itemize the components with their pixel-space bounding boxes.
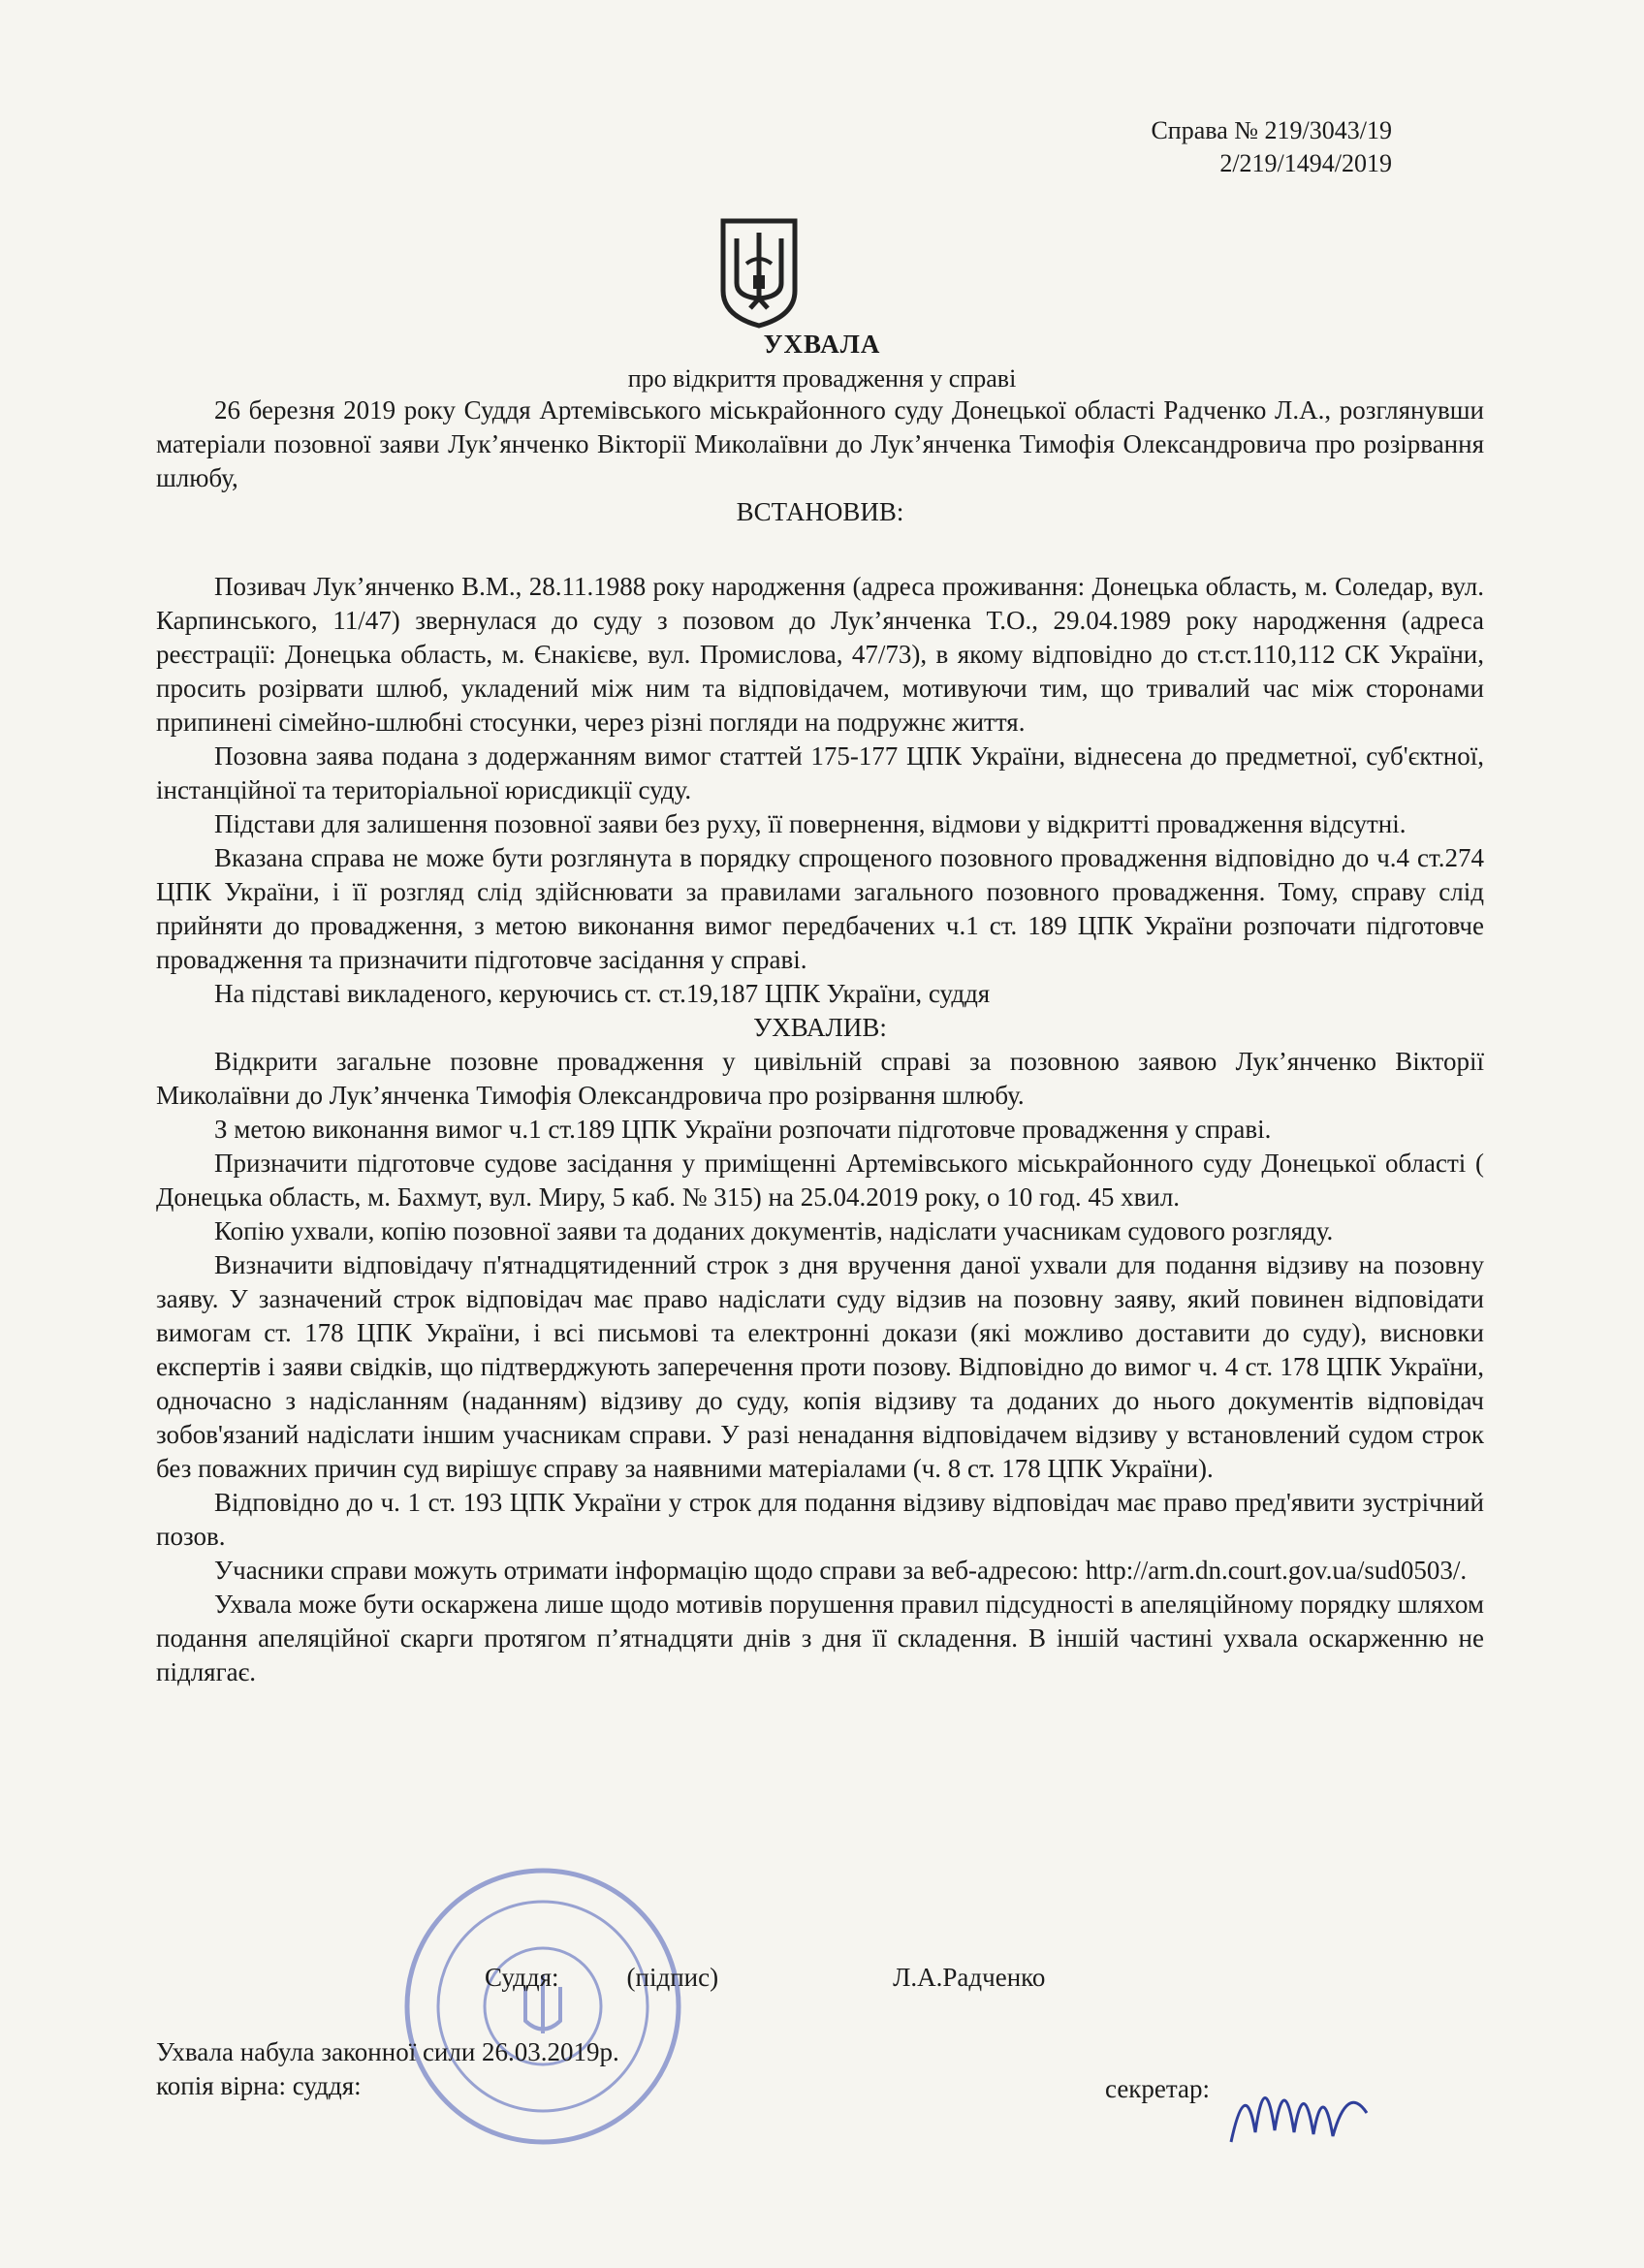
- case-number-primary: Справа № 219/3043/19: [1151, 116, 1392, 144]
- handwritten-signature-icon: [1221, 2055, 1376, 2161]
- secretary-label: секретар:: [1105, 2074, 1211, 2103]
- effective-date-line: Ухвала набула законної сили 26.03.2019р.: [156, 2037, 619, 2066]
- signature-row: [485, 1963, 1045, 1993]
- decided-paragraph: Відповідно до ч. 1 ст. 193 ЦПК України у строк для подання відзиву відповідач має право пред'явити зустрічний позов.: [156, 1488, 1484, 1551]
- case-number-block: [1151, 114, 1392, 180]
- judge-name: Л.А.Радченко: [893, 1963, 1046, 1992]
- decided-heading: УХВАЛИВ:: [753, 1013, 887, 1042]
- established-paragraph: Вказана справа не може бути розглянута в порядку спрощеного позовного провадження відповідно до ч.4 ст.274 ЦПК України, і її розгляд слід здійснювати за правилами загального позовного провадження. Тому, справу слід прийняти до провадження, з метою виконання вимог передбачених ч.1 ст. 189 ЦПК України розпочати підготовче провадження та призначити підготовче засідання у справі.: [156, 843, 1484, 974]
- decided-paragraph: Копію ухвали, копію позовної заяви та доданих документів, надіслати учасникам судового розгляду.: [214, 1216, 1334, 1245]
- established-heading: ВСТАНОВИВ:: [736, 497, 904, 526]
- document-body: [156, 394, 1484, 1689]
- established-paragraph: На підставі викладеного, керуючись ст. ст.19,187 ЦПК України, суддя: [214, 979, 991, 1008]
- court-stamp-icon: [397, 1861, 688, 2152]
- established-paragraph: Позивач Лук’янченко В.М., 28.11.1988 року народження (адреса проживання: Донецька область, м. Соледар, вул. Карпинського, 11/47) звернулася до суду з позовом до Лук’янченка Т.О., 29.04.1989 року народження (адреса реєстрації: Донецька область, м. Єнакієве, вул. Промислова, 47/73), в якому відповідно до ст.ст.110,112 СК України, просить розірвати шлюб, укладений між ним та відповідачем, мотивуючи тим, що тривалий час між сторонами припинені сімейно-шлюбні стосунки, через різні погляди на подружнє життя.: [156, 572, 1484, 737]
- case-number-secondary: 2/219/1494/2019: [1219, 149, 1392, 177]
- decided-paragraph: Призначити підготовче судове засідання у приміщенні Артемівського міськрайонного суду Донецької області ( Донецька область, м. Бахмут, вул. Миру, 5 каб. № 315) на 25.04.2019 року, о 10 год. 45 хвил.: [156, 1149, 1484, 1212]
- trident-emblem-icon: [717, 215, 801, 330]
- document-subtitle: про відкриття провадження у справі: [627, 364, 1017, 393]
- intro-paragraph: 26 березня 2019 року Суддя Артемівського міськрайонного суду Донецької області Радченко Л.А., розглянувши матеріали позовної заяви Лук’янченко Вікторії Миколаївни до Лук’янченка Тимофія Олександровича про розірвання шлюбу,: [156, 395, 1484, 492]
- decided-paragraph: З метою виконання вимог ч.1 ст.189 ЦПК України розпочати підготовче провадження у справі.: [214, 1115, 1272, 1144]
- decided-paragraph: Ухвала може бути оскаржена лише щодо мотивів порушення правил підсудності в апеляційному порядку шляхом подання апеляційної скарги протягом п’ятнадцяти днів з дня її складення. В іншій частині ухвала оскарженню не підлягає.: [156, 1590, 1484, 1686]
- established-paragraph: Позовна заява подана з додержанням вимог статтей 175-177 ЦПК України, віднесена до предметної, суб'єктної, інстанційної та територіальної юрисдикції суду.: [156, 741, 1484, 804]
- document-title: УХВАЛА: [763, 330, 881, 359]
- judge-label: Суддя:: [485, 1963, 559, 1992]
- decided-paragraph: Визначити відповідачу п'ятнадцятиденний строк з дня вручення даної ухвали для подання відзиву на позовну заяву. У зазначений строк відповідач має право надіслати суду відзив на позовну заяву, який повинен відповідати вимогам ст. 178 ЦПК України, і всі письмові та електронні докази (які можливо доставити до суду), висновки експертів і заяви свідків, що підтверджують заперечення проти позову. Відповідно до вимог ч. 4 ст. 178 ЦПК України, одночасно з надісланням (наданням) відзиву до суду, копія відзиву та доданих до нього документів відповідач зобов'язаний надіслати іншим учасникам справи. У разі ненадання відповідачем відзиву у встановлений судом строк без поважних причин суд вирішує справу за наявними матеріалами (ч. 8 ст. 178 ЦПК України).: [156, 1250, 1484, 1483]
- established-paragraph: Підстави для залишення позовної заяви без руху, її повернення, відмови у відкритті провадження відсутні.: [214, 809, 1407, 838]
- copy-true-line: копія вірна: суддя:: [156, 2071, 362, 2100]
- decided-paragraph: Відкрити загальне позовне провадження у цивільній справі за позовною заявою Лук’янченко Вікторії Миколаївни до Лук’янченка Тимофія Олександровича про розірвання шлюбу.: [156, 1047, 1484, 1110]
- decided-paragraph: Учасники справи можуть отримати інформацію щодо справи за веб-адресою: http://arm.dn.court.gov.ua/sud0503/.: [214, 1556, 1468, 1585]
- signed-label: (підпис): [626, 1963, 719, 1992]
